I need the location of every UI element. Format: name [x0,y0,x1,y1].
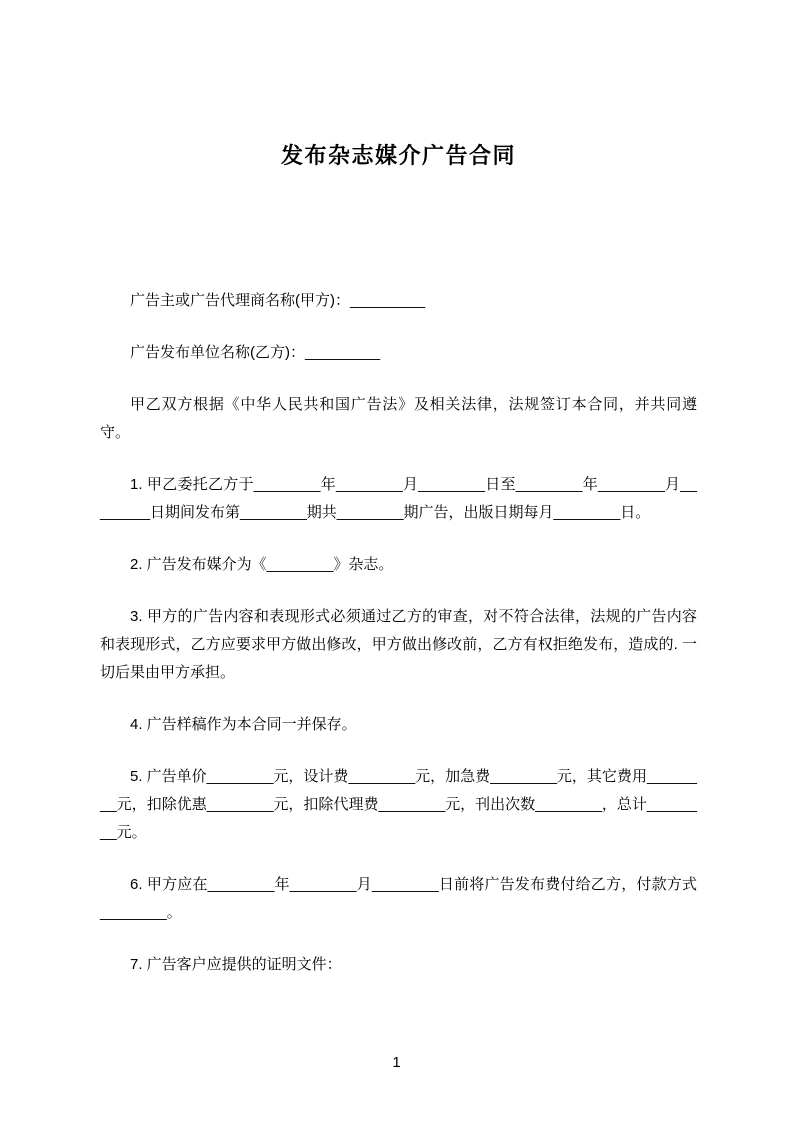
party-a-line: 广告主或广告代理商名称(甲方)：_________ [130,292,426,309]
clause-7: 7. 广告客户应提供的证明文件： [130,956,342,973]
page-number: 1 [392,1054,401,1071]
document-title: 发布杂志媒介广告合同 [280,143,516,168]
clause-4: 4. 广告样稿作为本合同一并保存。 [130,716,357,733]
clause-3: 3. 甲方的广告内容和表现形式必须通过乙方的审查，对不符合法律，法规的广告内容和表现形式，乙方应要求甲方做出修改，甲方做出修改前，乙方有权拒绝发布，造成的. 一切后果由甲方承担。 [100,608,697,681]
clause-6: 6. 甲方应在________年________月________日前将广告发布费付给乙方，付款方式________。 [100,876,697,921]
clause-2: 2. 广告发布媒介为《________》杂志。 [130,556,394,573]
party-b-line: 广告发布单位名称(乙方)：_________ [130,344,381,361]
clause-5: 5. 广告单价________元，设计费________元，加急费________元，其它费用________元，扣除优惠________元，扣除代理费________元，刊出次数________，总计________元。 [100,768,697,841]
preamble: 甲乙双方根据《中华人民共和国广告法》及相关法律，法规签订本合同，并共同遵守。 [100,396,697,441]
clause-1: 1. 甲乙委托乙方于________年________月________日至________年________月________日期间发布第________期共________期广告，出版日期每月________日。 [100,476,697,521]
